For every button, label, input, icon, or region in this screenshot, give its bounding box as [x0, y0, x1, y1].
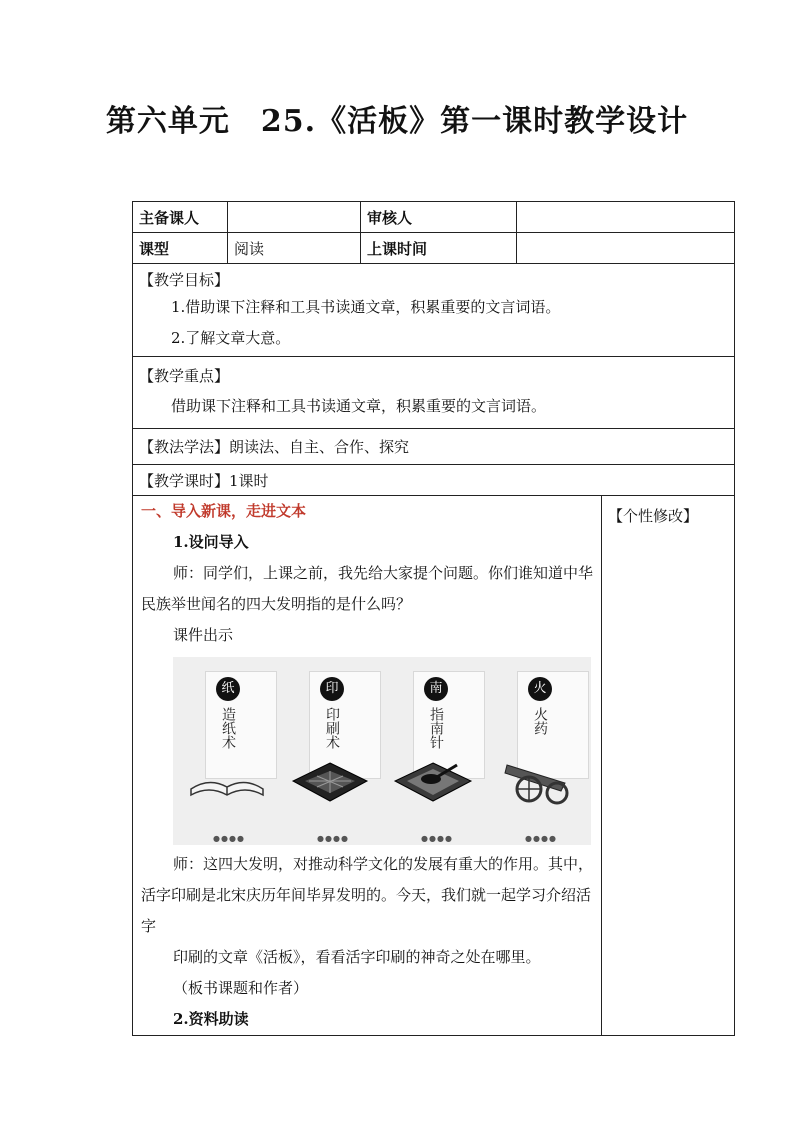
- page-title: 第六单元 25.《活板》第一课时教学设计: [105, 104, 689, 139]
- section1-sub2: 2.资料助读: [173, 1010, 249, 1028]
- open-book-icon: [187, 767, 267, 803]
- label-paper: 造纸术: [220, 707, 236, 749]
- dots-printing: ●●●●: [317, 834, 349, 843]
- goals-cell: [133, 264, 735, 357]
- reviewer-value: [517, 202, 735, 233]
- badge-compass: 南: [424, 677, 448, 701]
- type-label: 课型: [133, 233, 228, 264]
- label-gunpowder: 火药: [532, 707, 548, 735]
- label-compass: 指南针: [428, 707, 444, 749]
- methods-text: 朗读法、自主、合作、探究: [229, 438, 410, 456]
- section1-p1: 师：同学们，上课之前，我先给大家提个问题。你们谁知道中华民族举世闻名的四大发明指的是什么吗？: [141, 564, 594, 613]
- content-cell: [133, 496, 602, 1036]
- compass-spoon-icon: [391, 759, 475, 805]
- personal-edit-label: 【个性修改】: [608, 507, 699, 525]
- section1-heading: 一、导入新课，走进文本: [141, 502, 307, 520]
- time-label: 上课时间: [361, 233, 517, 264]
- key-points-row: [133, 357, 735, 429]
- section1-p4: 印刷的文章《活板》，看看活字印刷的神奇之处在哪里。: [173, 948, 541, 966]
- hours-heading: 【教学课时】: [139, 471, 230, 490]
- type-value: 阅读: [228, 233, 361, 264]
- goal-item-2: 2.了解文章大意。: [171, 329, 291, 347]
- lesson-plan-table: [132, 201, 735, 1036]
- label-printing: 印刷术: [324, 707, 340, 749]
- hours-cell: [133, 465, 735, 496]
- movable-type-tray-icon: [289, 759, 371, 805]
- key-points-cell: [133, 357, 735, 429]
- info-row-2: [133, 233, 735, 264]
- section1-p3: 师：这四大发明，对推动科学文化的发展有重大的作用。其中，活字印刷是北宋庆历年间毕昇发明的。今天，我们就一起学习介绍活字: [141, 855, 594, 935]
- hours-text: 1课时: [229, 471, 269, 490]
- info-row-1: [133, 202, 735, 233]
- methods-row: [133, 429, 735, 465]
- reviewer-label: 审核人: [361, 202, 517, 233]
- goals-row: [133, 264, 735, 357]
- preparer-label: 主备课人: [133, 202, 228, 233]
- section1-p2: 课件出示: [173, 626, 234, 644]
- goal-item-1: 1.借助课下注释和工具书读通文章，积累重要的文言词语。: [171, 298, 561, 316]
- dots-gunpowder: ●●●●: [525, 834, 557, 843]
- section1-sub1: 1.设问导入: [173, 533, 249, 551]
- badge-paper: 纸: [216, 677, 240, 701]
- time-value: [517, 233, 735, 264]
- cannon-icon: [499, 749, 583, 807]
- goals-heading: 【教学目标】: [139, 271, 230, 289]
- badge-printing: 印: [320, 677, 344, 701]
- badge-gunpowder: 火: [528, 677, 552, 701]
- hours-row: [133, 465, 735, 496]
- content-row: [133, 496, 735, 1036]
- personal-edit-cell: [602, 496, 735, 1036]
- key-points-text: 借助课下注释和工具书读通文章，积累重要的文言词语。: [171, 397, 547, 415]
- methods-heading: 【教法学法】: [139, 438, 230, 456]
- dots-compass: ●●●●: [421, 834, 453, 843]
- preparer-value: [228, 202, 361, 233]
- methods-cell: [133, 429, 735, 465]
- section1-p5: （板书课题和作者）: [173, 979, 309, 997]
- four-inventions-figure: [173, 657, 591, 845]
- key-points-heading: 【教学重点】: [139, 367, 230, 385]
- dots-paper: ●●●●: [213, 834, 245, 843]
